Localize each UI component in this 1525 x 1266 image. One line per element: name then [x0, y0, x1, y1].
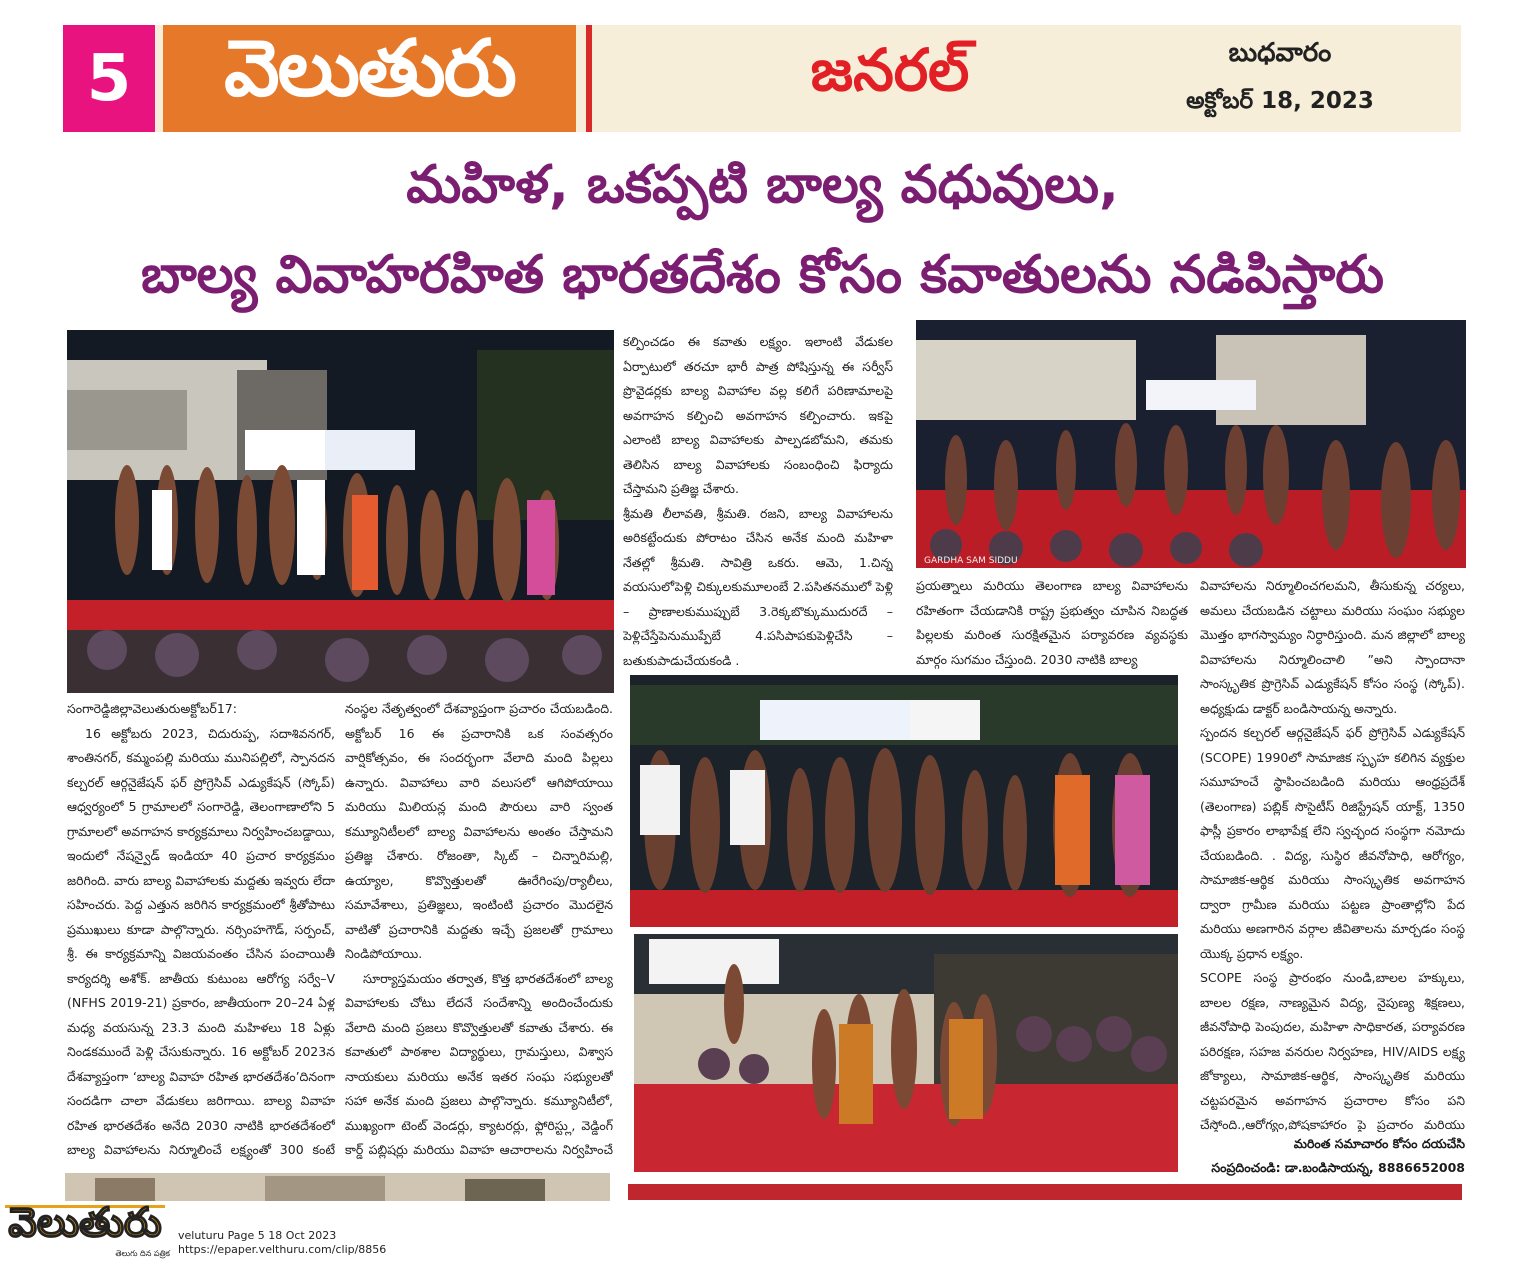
contact-info [1200, 1132, 1465, 1180]
clip-logo-tagline: తెలుగు దిన పత్రిక [115, 1249, 170, 1258]
photo-credit: GARDHA SAM SIDDU [924, 556, 1018, 566]
article-column-5 [1200, 574, 1465, 1132]
article-column-4 [916, 574, 1188, 670]
headline-line-2: బాల్య వివాహరహిత భారతదేశం కోసం కవాతులను నడిపిస్తారు [140, 245, 1385, 305]
article-paragraph: SCOPE సంస్థ ప్రారంభం నుండి,బాలల హక్కులు, బాలల రక్షణ, నాణ్యమైన విద్య, నైపుణ్య శిక్షణలు, జీవనోపాధి పెంపుదల, మహిళా సాధికారత, పర్యావరణ పరిరక్షణ, సహజ వనరుల నిర్వహణ, HIV/AIDS లక్ష్య జోక్యాలు, సామాజిక-ఆర్థిక, సాంస్కృతిక మరియు చట్టపరమైన అవగాహన ప్రచారాల కోసం పని చేస్తోంది.,ఆరోగ్యం,పోషకాహారం పై ప్రచారం మరియు [1200, 970, 1465, 1132]
event-photo-felicitation [630, 675, 1178, 927]
event-photo-skit [634, 934, 1178, 1172]
footer-red-band [628, 1184, 1462, 1200]
page-number-badge: 5 [63, 25, 155, 132]
clip-logo: వెలుతురు [8, 1200, 162, 1246]
dateline: సంగారెడ్డిజిల్లావెలుతురుఅక్టోబర్17: [67, 701, 237, 716]
article-paragraph: శ్రీమతి లీలావతి, శ్రీమతి. రజని, బాల్య వివాహాలను అరికట్టేందుకు పోరాటం చేసిన అనేక మంది మహిళా నేతల్లో శ్రీమతి. సావిత్రి ఒకరు. ఆమె, 1.చిన్న వయసులోపెళ్లి చిక్కులకుమూలంబే 2.పసితనములో పెళ్లి – ప్రాణాలకుముప్పుబే 3.రెక్కబొక్కుముదురదే – పెళ్లిచేస్తేపెనుముప్పేబే 4.పసిపాపకుపెళ్లిచేసి – బతుకుపాడుచేయకండి . [623, 505, 893, 668]
headline-line-1: మహిళ, ఒకప్పటి బాల్య వధువులు, [406, 155, 1119, 215]
masthead-divider [586, 25, 592, 132]
issue-day: బుధవారం [1228, 38, 1332, 68]
article-paragraph: కల్పించడం ఈ కవాతు లక్ష్యం. ఇలాంటి వేడుకల ఏర్పాటులో తరచూ భారీ పాత్ర పోషిస్తున్న ఈ సర్వీస్ ప్రొవైడర్లకు బాల్య వివాహాల వల్ల కలిగే పరిణామాలపై అవగాహన కల్పించి అవగాహన కల్పించారు. ఇకపై ఎలాంటి బాల్య వివాహాలకు పాల్పడబోమని, తమకు తెలిసిన బాల్య వివాహాలకు సంబంధించి ఫిర్యాదు చేస్తామని ప్రతిజ్ఞ చేశారు. [623, 334, 893, 496]
article-paragraph: నంస్థల నేతృత్వంలో దేశవ్యాప్తంగా ప్రచారం చేయబడింది. అక్టోబర్ 16 ఈ ప్రచారానికి ఒక సంవత్సరం వార్షికోత్సవం, ఈ సందర్భంగా వేలాది మంది పిల్లలు ఉన్నారు. వివాహాలు వారి వలుసలో ఆగిపోయాయి మరియు మిలియన్ల మంది పౌరులు వారి స్వంత కమ్యూనిటీలలో బాల్య వివాహాలను అంతం చేస్తామని ప్రతిజ్ఞ చేశారు. రోజంతా, స్కిట్ – చిన్నారిమల్లి, ఉయ్యాల, కొవ్వొత్తులతో ఊరేగింపు/ర్యాలీలు, సమావేశాలు, ప్రతిజ్ఞలు, ఇంటింటి ప్రచారం మొదలైన వాటితో ప్రచారానికి మద్దతు ఇచ్చే ప్రజలతో గ్రామాలు నిండిపోయాయి. [345, 701, 613, 961]
article-paragraph: వివాహాలను నిర్మూలించగలమని, తీసుకున్న చర్యలు, అమలు చేయబడిన చట్టాలు మరియు సంఘం సభ్యుల మొత్తం భాగస్వామ్యం నిర్ధారిస్తుంది. మన జిల్లాలో బాల్య వివాహాలను నిర్మూలించాలి ”అని స్పాందానా సాంస్కృతిక ప్రొగ్రెసివ్ ఎడ్యుకేషన్ కోసం సంస్థ (స్కోప్). అధ్యక్షుడు డాక్టర్ బండిసాయన్న అన్నారు. [1200, 578, 1465, 716]
newspaper-brand: వెలుతురు [163, 25, 576, 132]
event-photo-audience [916, 320, 1466, 568]
event-photo-stage [67, 330, 614, 693]
article-column-2 [345, 697, 613, 1167]
article-paragraph: సూర్యాస్తమయం తర్వాత, కొత్త భారతదేశంలో బాల్య వివాహాలకు చోటు లేదనే సందేశాన్ని అందించేందుకు వేలాది మంది ప్రజలు కొవ్వొత్తులతో కవాతు చేశారు. ఈ కవాతులో పాఠశాల విద్యార్థులు, గ్రామస్తులు, విశ్వాస నాయకులు మరియు అనేక ఇతర సంఘ సభ్యులతో సహా అనేక మంది ప్రజలు పాల్గొన్నారు. కమ్యూనిటీలో, ముఖ్యంగా టెంట్ వెండర్లు, క్యాటరర్లు, ఫ్లోరిస్ట్లు, వెడ్డింగ్ కార్డ్ పబ్లిషర్లు మరియు వివాహ ఆచారాలను నిర్వహించే [345, 970, 613, 1157]
issue-date: అక్టోబర్ 18, 2023 [1186, 88, 1374, 114]
article-paragraph: 16 అక్టోబరు 2023, చిదురుప్ప, సదాశివనగర్, శాంతినగర్, కమ్మంపల్లి మరియు మునిపల్లిలో, స్పానదన కల్చరల్ ఆర్గనైజేషన్ ఫర్ ప్రోగ్రెసివ్ ఎడ్యుకేషన్ (స్కోప్) ఆధ్వర్యంలో 5 గ్రామాలలో సంగారెడ్డి, తెలంగాణాలోని 5 గ్రామాలలో అవగాహన కార్యక్రమాలు నిర్వహించబడ్డాయి, ఇందులో నేషన్వైడ్ ఇండియా 40 ప్రచార కార్యక్రమం జరిగింది. వారు బాల్య వివాహాలకు మద్దతు ఇవ్వరు లేదా సహించరు. పెద్ద ఎత్తున జరిగిన కార్యక్రమంలో శ్రీతోపాటు ప్రముఖులు కూడా పాల్గొన్నారు. నర్సింహగౌడ్, సర్పంచ్, శ్రీ. ఈ కార్యక్రమాన్ని విజయవంతం చేసిన పంచాయితీ కార్యదర్శి అశోక్. జాతీయ కుటుంబ ఆరోగ్య సర్వే–V (NFHS 2019-21) ప్రకారం, జాతీయంగా 20–24 ఏళ్ల మధ్య వయసున్న 23.3 మంది మహిళలు 18 ఏళ్లు నిండకముందే పెళ్లి చేసుకున్నారు. 16 అక్టోబర్ 2023న దేశవ్యాప్తంగా ‘బాల్య వివాహ రహిత భారతదేశం’దినంగా సందడిగా చాలా వేడుకలు జరిగాయి. బాల్య వివాహ రహిత భారతదేశం అనేది 2030 నాటికి భారతదేశంలో బాల్య వివాహాలను నిర్మూలించే లక్ష్యంతో 300 కంటే [67, 725, 335, 1157]
article-paragraph: స్పందన కల్చరల్ ఆర్గనైజేషన్ ఫర్ ప్రోగ్రెసివ్ ఎడ్యుకేషన్ (SCOPE) 1990లో సామాజిక స్పృహ కలిగిన వ్యక్తుల సమూహంచే స్థాపించబడింది మరియు ఆంధ్రప్రదేశ్ (తెలంగాణ) పబ్లిక్ సొసైటీస్ రిజిస్ట్రేషన్ యాక్ట్, 1350 ఫాస్లీ ప్రకారం లాభాపేక్ష లేని స్వచ్ఛంద సంస్థగా నమోదు చేయబడింది. . విద్య, సుస్థిర జీవనోపాధి, ఆరోగ్యం, సామాజిక-ఆర్థిక మరియు సాంస్కృతిక అవగాహన ద్వారా గ్రామీణ మరియు పట్టణ ప్రాంతాల్లోని పేద మరియు అణగారిన వర్గాల జీవితాలను మార్చడం సంస్థ యొక్క ప్రధాన లక్ష్యం. [1200, 725, 1465, 961]
clip-url-link[interactable]: https://epaper.velthuru.com/clip/8856 [178, 1243, 387, 1256]
clip-title: veluturu Page 5 18 Oct 2023 [178, 1229, 337, 1242]
footer-photo-strip [65, 1173, 610, 1201]
section-title: జనరల్ [810, 36, 970, 104]
article-column-1 [67, 697, 335, 1167]
article-paragraph: ప్రయత్నాలు మరియు తెలంగాణ బాల్య వివాహాలను రహితంగా చేయడానికి రాష్ట్ర ప్రభుత్వం చూపిన నిబద్ధత పిల్లలకు మరింత సురక్షితమైన పర్యావరణ వ్యవస్థకు మార్గం సుగమం చేస్తుంది. 2030 నాటికి బాల్య [916, 578, 1188, 667]
contact-line-2: సంప్రదించండి: డా.బండిసాయన్న, 8886652008 [1211, 1160, 1465, 1175]
contact-line-1: మరింత సమాచారం కోసం దయచేసి [1293, 1136, 1465, 1151]
article-column-3 [623, 330, 893, 668]
